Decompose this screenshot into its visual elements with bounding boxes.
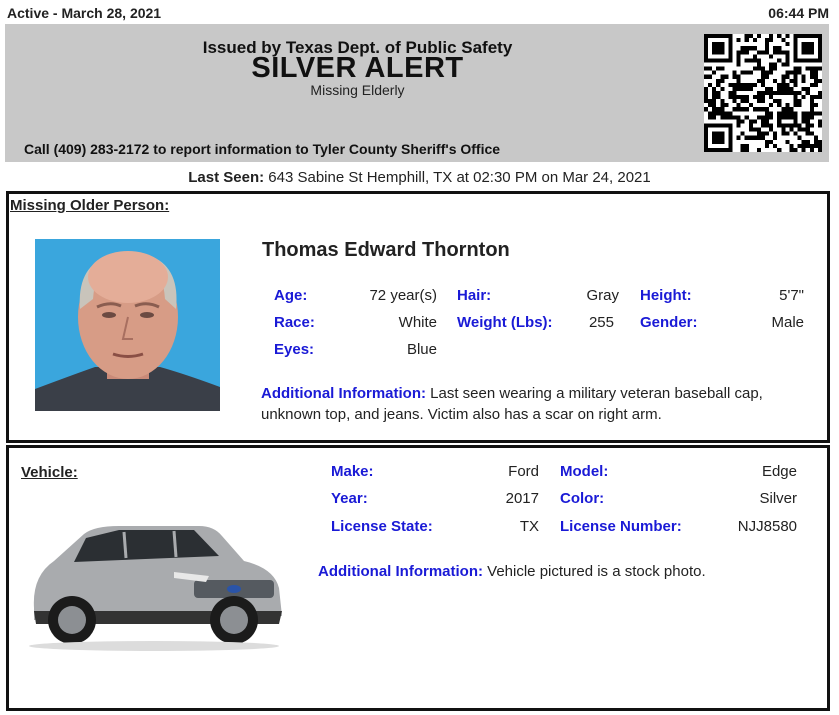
person-additional-label: Additional Information: <box>261 385 426 402</box>
age-label: Age: <box>274 287 308 304</box>
license-number-value: NJJ8580 <box>737 518 797 535</box>
license-number-label: License Number: <box>560 518 682 535</box>
color-label: Color: <box>560 490 605 507</box>
section-label-person: Missing Older Person: <box>10 197 170 214</box>
model-value: Edge <box>761 463 797 480</box>
hair-value: Gray <box>586 287 619 304</box>
alert-banner <box>5 24 829 162</box>
active-date: Active - March 28, 2021 <box>7 5 162 21</box>
year-value: 2017 <box>505 490 539 507</box>
weight-value: 255 <box>588 314 614 331</box>
alert-title: SILVER ALERT <box>251 52 464 84</box>
status-bar <box>7 5 829 23</box>
license-state-value: TX <box>519 518 539 535</box>
status-time: 06:44 PM <box>768 5 829 21</box>
hair-label: Hair: <box>457 287 492 304</box>
year-label: Year: <box>331 490 368 507</box>
model-label: Model: <box>560 463 609 480</box>
weight-label: Weight (Lbs): <box>457 314 553 331</box>
vehicle-section <box>6 445 830 711</box>
vehicle-additional-text: Vehicle pictured is a stock photo. <box>487 563 706 580</box>
make-value: Ford <box>508 463 539 480</box>
call-line: Call (409) 283-2172 to report information to Tyler County Sheriff's Office <box>24 141 501 157</box>
person-additional-text: Last seen wearing a military veteran baseball cap, unknown top, and jeans. Victim also has a scar on right arm. <box>261 385 763 423</box>
gender-value: Male <box>771 314 804 331</box>
person-photo <box>35 239 220 411</box>
last-seen-label: Last Seen: <box>188 169 265 186</box>
person-additional-info <box>261 383 801 425</box>
person-name: Thomas Edward Thornton <box>262 239 510 261</box>
eyes-value: Blue <box>406 341 437 358</box>
make-label: Make: <box>331 463 374 480</box>
age-value: 72 year(s) <box>369 287 437 304</box>
alert-subtitle: Missing Elderly <box>310 82 405 98</box>
height-label: Height: <box>640 287 692 304</box>
section-label-vehicle: Vehicle: <box>21 464 78 481</box>
vehicle-additional-label: Additional Information: <box>318 563 483 580</box>
vehicle-additional-info <box>318 561 808 582</box>
license-state-label: License State: <box>331 518 433 535</box>
height-value: 5'7" <box>779 287 804 304</box>
last-seen <box>0 169 839 186</box>
race-value: White <box>398 314 437 331</box>
qr-code-icon[interactable] <box>704 34 822 152</box>
color-value: Silver <box>759 490 797 507</box>
vehicle-photo <box>24 516 284 652</box>
missing-person-section <box>6 191 830 443</box>
eyes-label: Eyes: <box>274 341 315 358</box>
issued-by: Issued by Texas Dept. of Public Safety <box>202 38 513 57</box>
gender-label: Gender: <box>640 314 698 331</box>
race-label: Race: <box>274 314 315 331</box>
last-seen-text: 643 Sabine St Hemphill, TX at 02:30 PM on Mar 24, 2021 <box>268 169 651 186</box>
